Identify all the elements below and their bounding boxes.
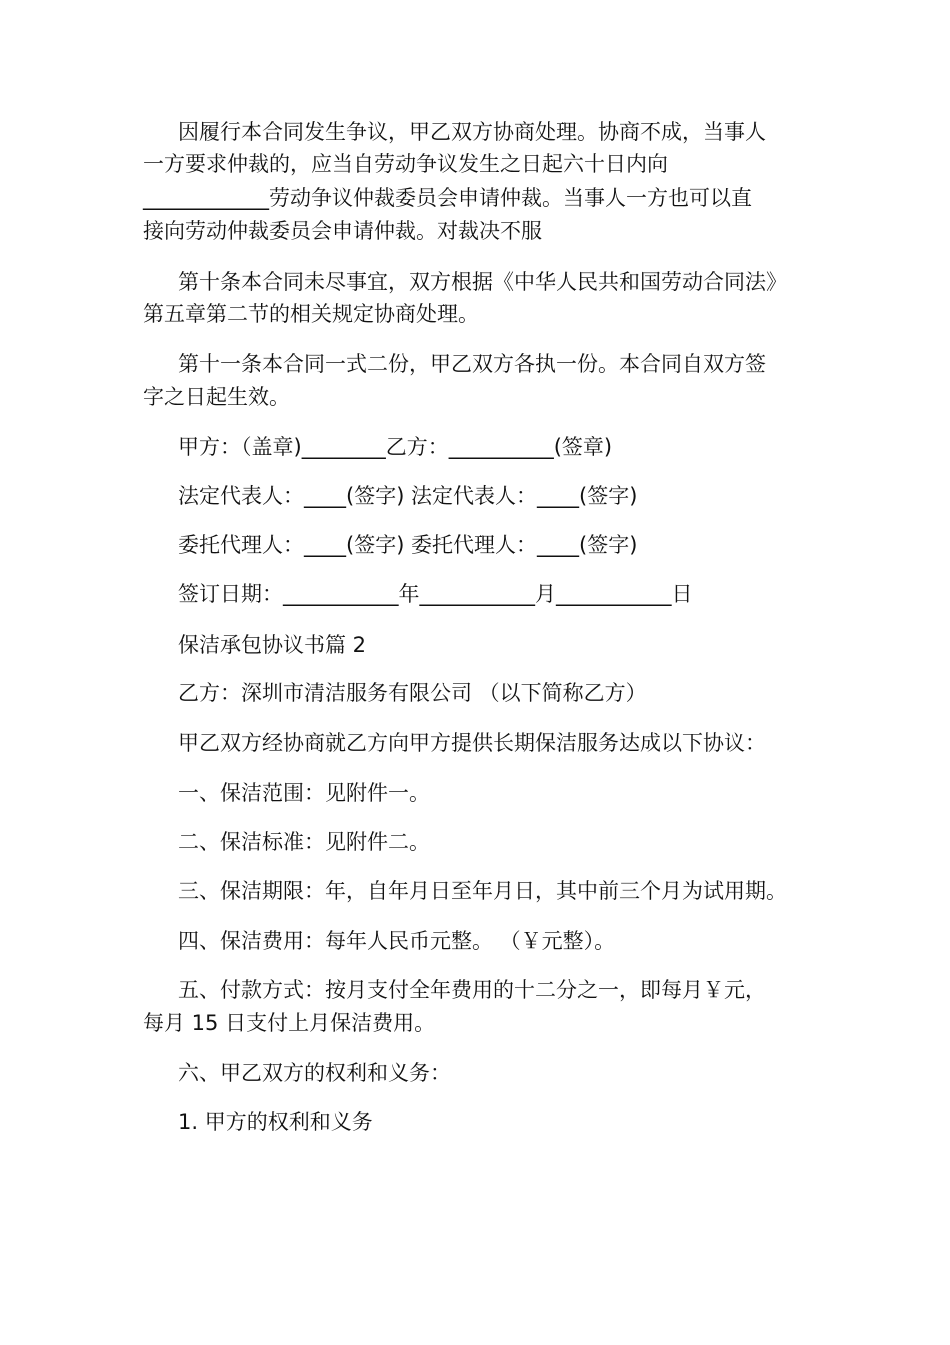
agreement-2-title: 保洁承包协议书篇 2 bbox=[178, 633, 367, 657]
agreement-intro: 甲乙双方经协商就乙方向甲方提供长期保洁服务达成以下协议： bbox=[178, 731, 766, 755]
clause-3-term: 三、保洁期限：年，自年月日至年月日，其中前三个月为试用期。 bbox=[178, 879, 787, 903]
clause-2-standard: 二、保洁标准：见附件二。 bbox=[178, 830, 430, 854]
paragraph-arbitration-line-1: 因履行本合同发生争议，甲乙双方协商处理。协商不成，当事人 bbox=[178, 120, 766, 144]
article-10-line-2: 第五章第二节的相关规定协商处理。 bbox=[143, 302, 479, 326]
party-b-line: 乙方：深圳市清洁服务有限公司 （以下简称乙方） bbox=[178, 681, 647, 705]
paragraph-arbitration-line-3: ____________劳动争议仲裁委员会申请仲裁。当事人一方也可以直 bbox=[143, 186, 752, 210]
clause-5-payment-line-1: 五、付款方式：按月支付全年费用的十二分之一，即每月￥元， bbox=[178, 978, 766, 1002]
signature-parties: 甲方：（盖章)________乙方：__________(签章) bbox=[178, 435, 613, 459]
article-10-line-1: 第十条本合同未尽事宜，双方根据《中华人民共和国劳动合同法》 bbox=[178, 270, 787, 294]
clause-1-scope: 一、保洁范围：见附件一。 bbox=[178, 781, 430, 805]
signature-date: 签订日期：___________年___________月___________日 bbox=[178, 582, 693, 606]
paragraph-arbitration-line-4: 接向劳动仲裁委员会申请仲裁。对裁决不服 bbox=[143, 219, 542, 243]
article-11-line-1: 第十一条本合同一式二份，甲乙双方各执一份。本合同自双方签 bbox=[178, 352, 766, 376]
clause-5-payment-line-2: 每月 15 日支付上月保洁费用。 bbox=[143, 1011, 436, 1035]
clause-6-rights: 六、甲乙双方的权利和义务： bbox=[178, 1061, 451, 1085]
clause-4-fee: 四、保洁费用：每年人民币元整。 （￥元整）。 bbox=[178, 929, 616, 953]
clause-6-1-party-a: 1. 甲方的权利和义务 bbox=[178, 1110, 373, 1134]
signature-agent: 委托代理人：____(签字) 委托代理人：____(签字) bbox=[178, 533, 638, 557]
paragraph-arbitration-line-2: 一方要求仲裁的，应当自劳动争议发生之日起六十日内向 bbox=[143, 152, 668, 176]
signature-legal-representative: 法定代表人：____(签字) 法定代表人：____(签字) bbox=[178, 484, 638, 508]
article-11-line-2: 字之日起生效。 bbox=[143, 385, 290, 409]
